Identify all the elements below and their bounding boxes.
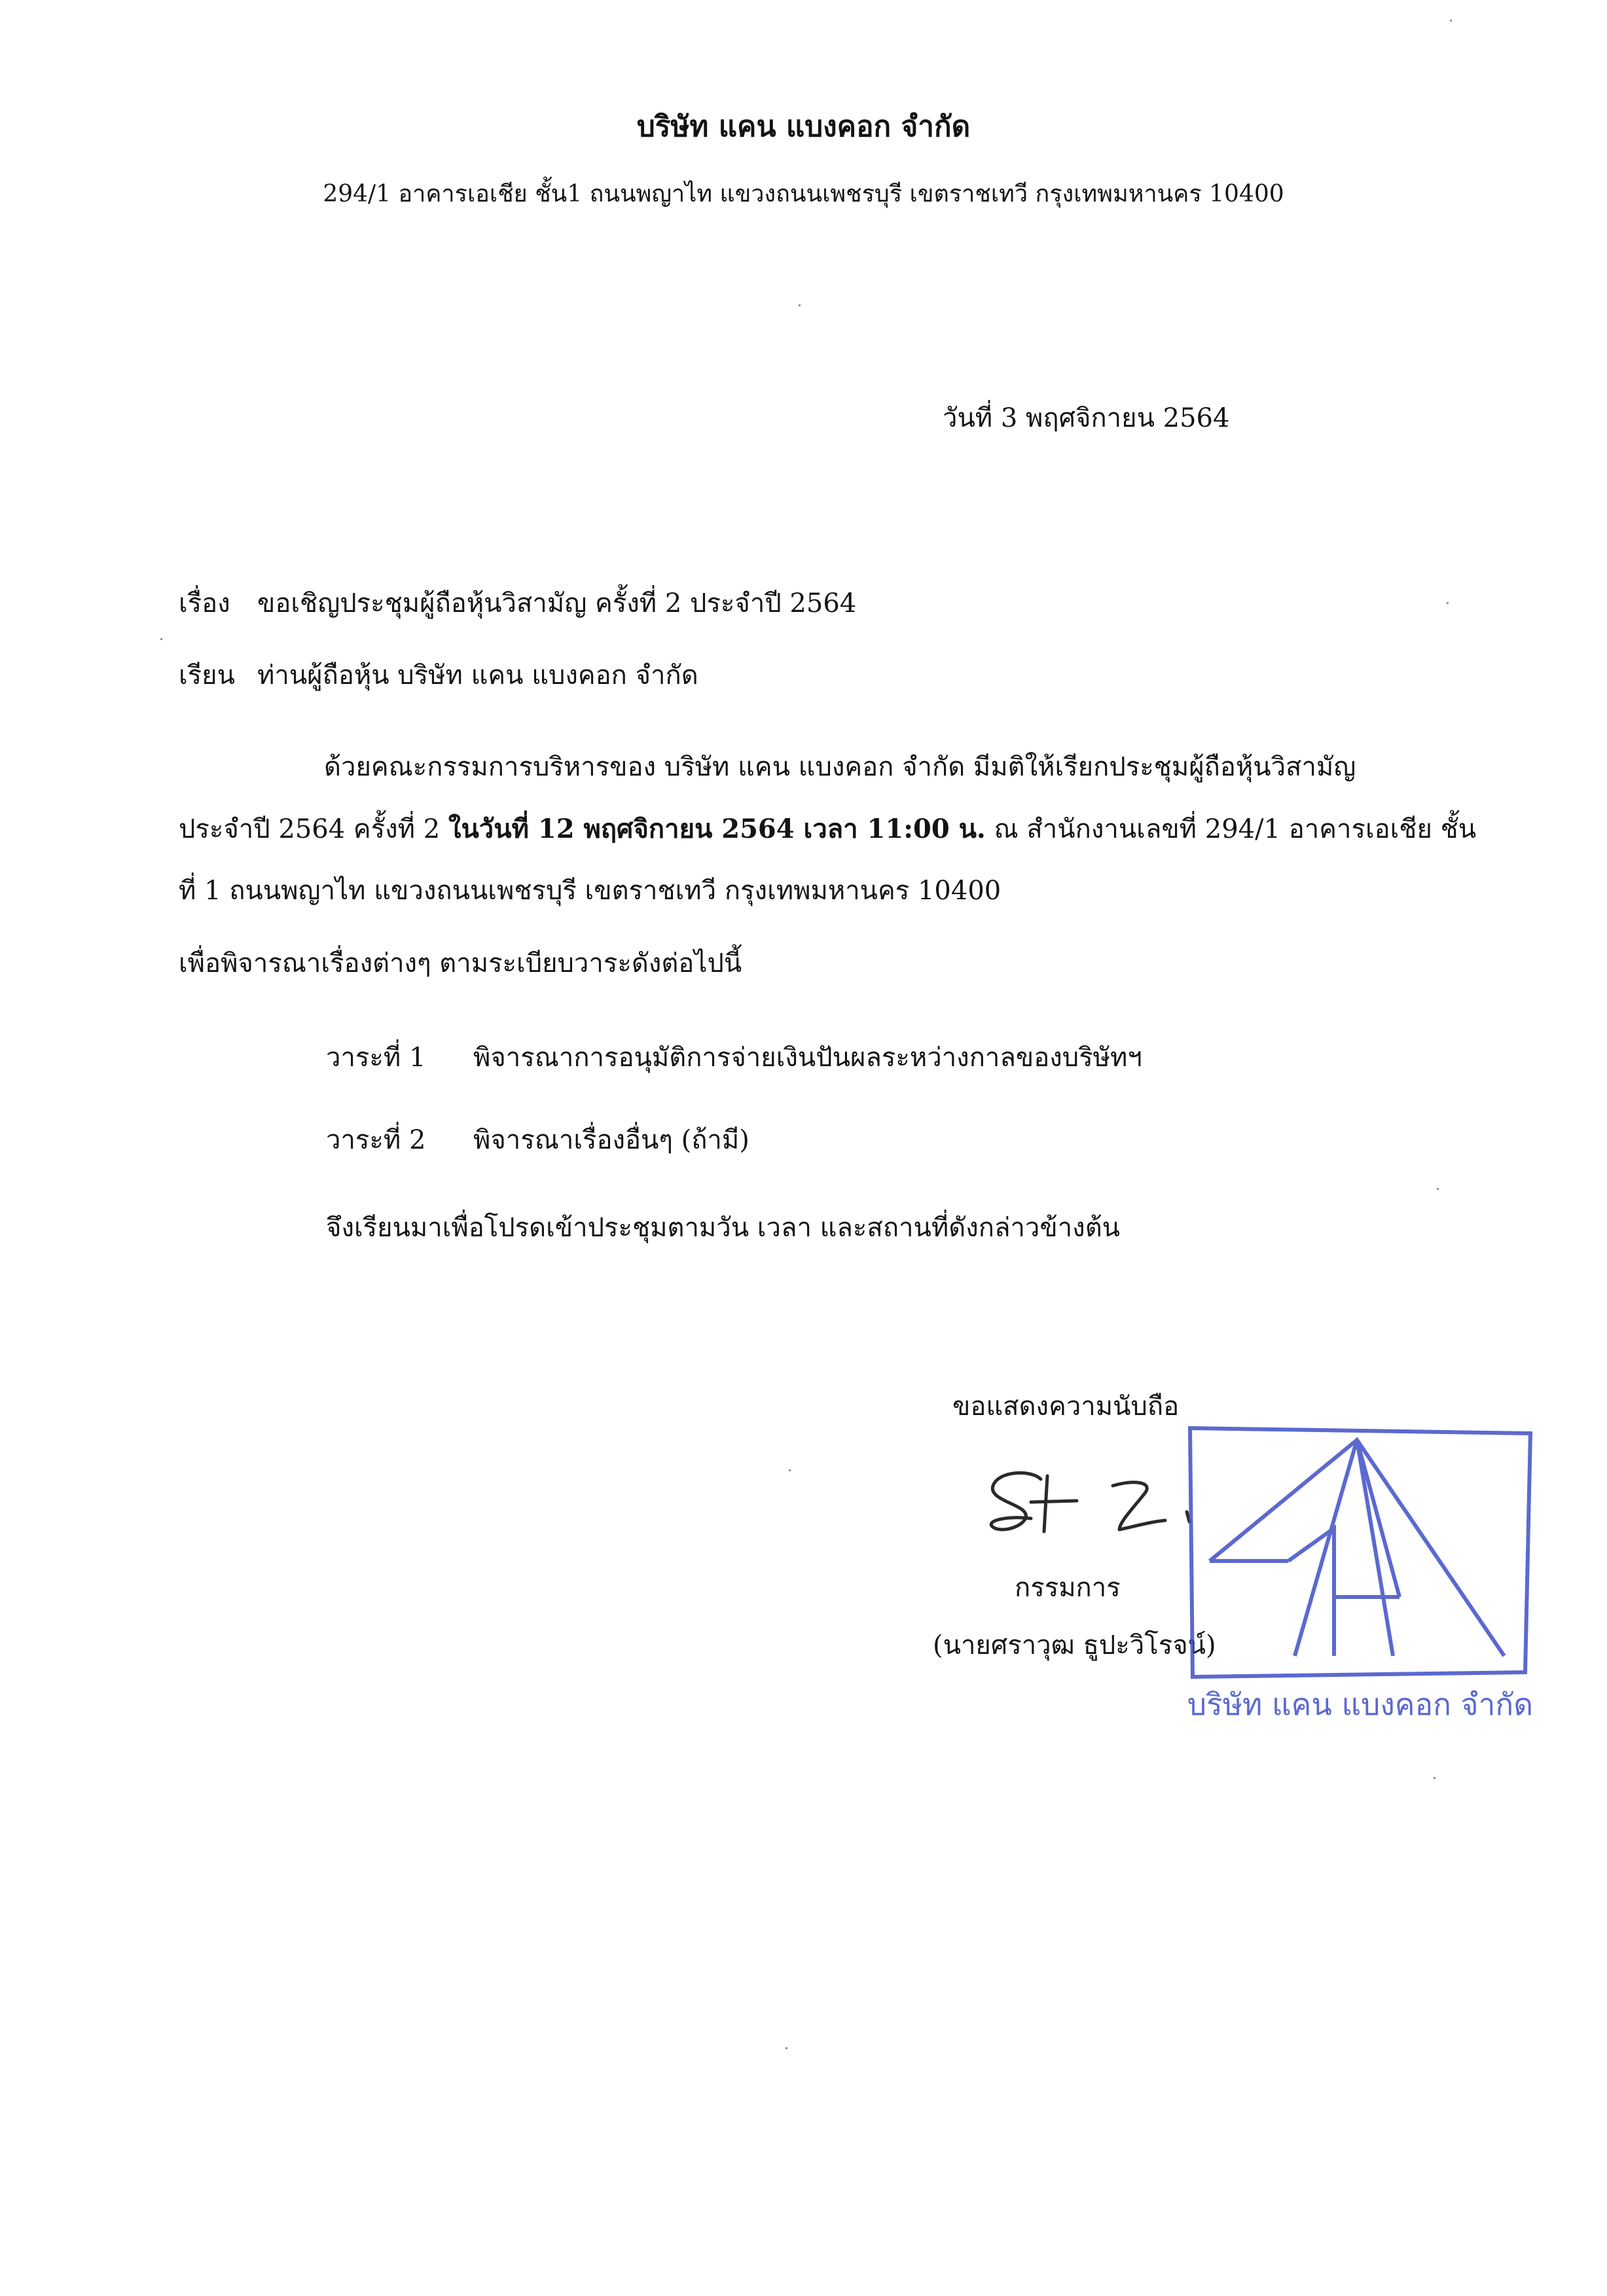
company-name: บริษัท แคน แบงคอก จำกัด: [636, 110, 971, 143]
recipient-text: ท่านผู้ถือหุ้น บริษัท แคน แบงคอก จำกัด: [257, 660, 698, 691]
agenda-item: [326, 1042, 1142, 1073]
meeting-datetime: ในวันที่ 12 พฤศจิกายน 2564 เวลา 11:00 น.: [448, 814, 986, 844]
signer-name: (นายศราวุฒ ธูปะวิโรจน์): [933, 1630, 1216, 1660]
body-line-2: [179, 814, 1476, 845]
body-line-2-prefix: ประจำปี 2564 ครั้งที่ 2: [179, 814, 448, 844]
scan-speck: [160, 638, 162, 640]
scan-speck: [785, 2047, 787, 2049]
recipient-line: [179, 660, 698, 691]
agenda-text: พิจารณาการอนุมัติการจ่ายเงินปันผลระหว่างกาลของบริษัทฯ: [473, 1043, 1142, 1073]
letter-date: วันที่ 3 พฤศจิกายน 2564: [943, 403, 1230, 433]
subject-text: ขอเชิญประชุมผู้ถือหุ้นวิสามัญ ครั้งที่ 2 ประจำปี 2564: [257, 588, 857, 619]
recipient-label: เรียน: [179, 660, 235, 691]
scan-speck: [799, 304, 801, 306]
body-line-2-suffix: ณ สำนักงานเลขที่ 294/1 อาคารเอเชีย ชั้น: [985, 814, 1477, 844]
scan-speck: [1447, 602, 1449, 604]
agenda-text: พิจารณาเรื่องอื่นๆ (ถ้ามี): [473, 1125, 749, 1155]
scan-speck: [1450, 20, 1452, 22]
agenda-item: [326, 1124, 749, 1156]
closing-line: จึงเรียนมาเพื่อโปรดเข้าประชุมตามวัน เวลา และสถานที่ดังกล่าวข้างต้น: [326, 1213, 1121, 1243]
body-line-4: เพื่อพิจารณาเรื่องต่างๆ ตามระเบียบวาระดังต่อไปนี้: [179, 948, 742, 978]
body-line-3: ที่ 1 ถนนพญาไท แขวงถนนเพชรบุรี เขตราชเทวี กรุงเทพมหานคร 10400: [179, 876, 1002, 906]
signer-position: กรรมการ: [1015, 1573, 1121, 1603]
signature-image: [979, 1456, 1214, 1554]
scan-speck: [1437, 1188, 1439, 1190]
subject-label: เรื่อง: [179, 588, 230, 619]
company-stamp: [1183, 1420, 1537, 1728]
scan-speck: [1434, 1777, 1435, 1779]
company-address: 294/1 อาคารเอเชีย ชั้น1 ถนนพญาไท แขวงถนนเพชรบุรี เขตราชเทวี กรุงเทพมหานคร 10400: [323, 181, 1284, 207]
signoff-regards: ขอแสดงความนับถือ: [952, 1391, 1180, 1422]
agenda-number: วาระที่ 2: [326, 1125, 426, 1155]
scan-speck: [789, 1469, 791, 1471]
agenda-number: วาระที่ 1: [326, 1043, 426, 1073]
svg-text:บริษัท แคน แบงคอก จำกัด: บริษัท แคน แบงคอก จำกัด: [1187, 1687, 1534, 1722]
body-line-1: ด้วยคณะกรรมการบริหารของ บริษัท แคน แบงคอก จำกัด มีมติให้เรียกประชุมผู้ถือหุ้นวิสามัญ: [324, 752, 1356, 782]
subject-line: [179, 588, 856, 619]
